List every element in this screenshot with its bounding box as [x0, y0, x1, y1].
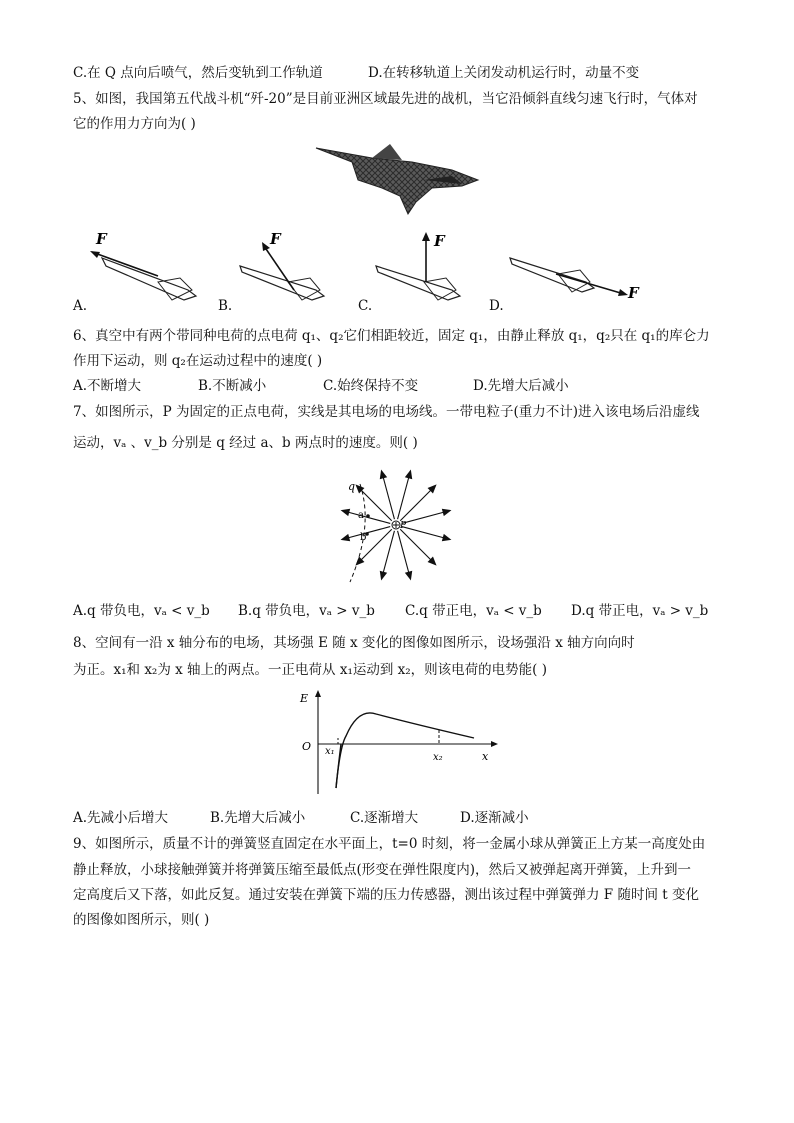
q7-stem-line1: 7、如图所示，P 为固定的正点电荷，实线是其电场的电场线。一带电粒子(重力不计)进入该电场后沿虚线 [73, 404, 700, 420]
q8-stem-line1: 8、空间有一沿 x 轴分布的电场，其场强 E 随 x 变化的图像如图所示，设场强沿 x 轴方向向时 [73, 635, 635, 651]
force-label: F [96, 230, 107, 248]
field-line-diagram [330, 466, 470, 588]
axis-e-label: E [300, 692, 309, 705]
q8-option-a: A.先减小后增大 [73, 810, 169, 826]
point-b-label: b [360, 532, 367, 543]
q-label: q [348, 480, 356, 493]
x2-label: x₂ [433, 752, 443, 763]
q9-stem-line4: 的图像如图所示，则( ) [73, 912, 210, 928]
q7-option-d: D.q 带正电，vₐ > v_b [571, 603, 709, 619]
field-arrowhead [380, 572, 386, 580]
axis-x-label: x [482, 750, 489, 763]
q6-stem-line1: 6、真空中有两个带同种电荷的点电荷 q₁、q₂它们相距较近，固定 q₁，由静止释放 q₁，q₂只在 q₁的库仑力 [73, 328, 710, 344]
q9-stem-line3: 定高度后又下落，如此反复。通过安装在弹簧下端的压力传感器，测出该过程中弹簧弹力 F 随时间 t 变化 [73, 887, 699, 903]
q6-option-c: C.始终保持不变 [323, 378, 419, 394]
q8-option-d: D.逐渐减小 [460, 810, 529, 826]
force-label: F [270, 230, 281, 248]
q8-option-b: B.先增大后减小 [210, 810, 306, 826]
point-p-label: P [400, 521, 407, 531]
q7-stem-line2: 运动，vₐ 、v_b 分别是 q 经过 a、b 两点时的速度。则( ) [73, 435, 418, 451]
field-arrowhead [406, 471, 412, 479]
q8-stem-line2: 为正。x₁和 x₂为 x 轴上的两点。一正电荷从 x₁运动到 x₂，则该电荷的电势能( ) [73, 662, 547, 678]
field-arrowhead [443, 509, 451, 515]
point-a-label: a [358, 510, 364, 521]
option-a-diagram [88, 228, 208, 308]
option-b-label: B. [218, 298, 233, 314]
field-arrowhead [380, 471, 386, 479]
field-arrowhead [406, 572, 412, 580]
q9-stem-line1: 9、如图所示，质量不计的弹簧竖直固定在水平面上，t=0 时刻，将一金属小球从弹簧正上方某一高度处由 [73, 836, 706, 852]
q4-option-c: C.在 Q 点向后喷气，然后变轨到工作轨道 [73, 65, 323, 81]
field-arrowhead [342, 509, 350, 515]
option-c-diagram [372, 228, 472, 308]
field-arrowhead [443, 535, 451, 541]
q7-option-b: B.q 带负电，vₐ > v_b [238, 603, 375, 619]
q6-option-d: D.先增大后减小 [473, 378, 569, 394]
option-c-label: C. [358, 298, 373, 314]
field-arrowhead [342, 535, 350, 541]
option-a-label: A. [73, 298, 88, 314]
fighter-jet-photo [312, 140, 482, 218]
q7-option-a: A.q 带负电，vₐ < v_b [73, 603, 210, 619]
q6-option-a: A.不断增大 [73, 378, 142, 394]
force-label: F [628, 284, 639, 302]
e-x-graph [294, 688, 504, 798]
q5-stem-line1: 5、如图，我国第五代战斗机“歼-20”是目前亚洲区域最先进的战机，当它沿倾斜直线匀速飞行时，气体对 [73, 91, 698, 107]
q4-option-d: D.在转移轨道上关闭发动机运行时，动量不变 [368, 65, 640, 81]
origin-label: O [302, 740, 312, 753]
q6-stem-line2: 作用下运动，则 q₂在运动过程中的速度( ) [73, 353, 323, 369]
q5-stem-line2: 它的作用力方向为( ) [73, 116, 196, 132]
option-b-diagram [236, 228, 336, 308]
option-d-diagram [506, 238, 646, 308]
q9-stem-line2: 静止释放，小球接触弹簧并将弹簧压缩至最低点(形变在弹性限度内)，然后又被弹起离开弹簧，上升到一 [73, 862, 692, 878]
option-d-label: D. [489, 298, 504, 314]
q8-option-c: C.逐渐增大 [350, 810, 419, 826]
x1-label: x₁ [325, 746, 335, 757]
q6-option-b: B.不断减小 [198, 378, 267, 394]
force-label: F [434, 232, 445, 250]
q7-option-c: C.q 带正电，vₐ < v_b [405, 603, 542, 619]
